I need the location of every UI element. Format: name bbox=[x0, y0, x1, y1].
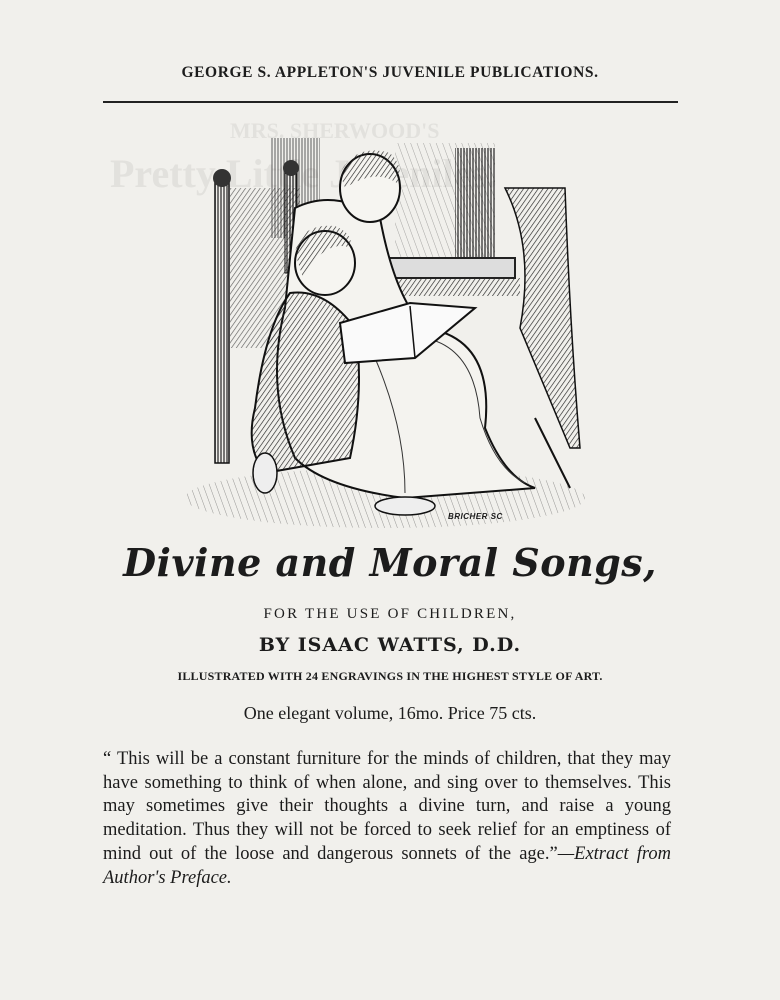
bleed-through-text: MRS. SHERWOOD'S bbox=[230, 118, 440, 143]
header-rule bbox=[103, 101, 678, 103]
price-line: One elegant volume, 16mo. Price 75 cts. bbox=[243, 703, 537, 723]
book-title: Divine and Moral Songs, bbox=[123, 540, 657, 585]
quote-attribution: —Extract from Author's Preface. bbox=[103, 843, 671, 888]
quote-text: “ This will be a constant furniture for the minds of children, that they may have something to think of when alone, and sing over to themselves. This may sometimes give their thoughts a divine turn, and raise a young meditation. Thus they will not be forced to seek relief for an emptiness of mind out of the loose and dangerous sonnets of the age.” bbox=[103, 749, 671, 864]
book-author: BY ISAAC WATTS, D.D. bbox=[258, 634, 522, 656]
publisher-header: GEORGE S. APPLETON'S JUVENILE PUBLICATIONS. bbox=[181, 64, 599, 81]
preface-quote bbox=[103, 748, 671, 890]
bleed-through-text: Pretty bbox=[110, 151, 216, 196]
book-subtitle: FOR THE USE OF CHILDREN, bbox=[263, 606, 517, 622]
engraving-mother-child-reading bbox=[175, 128, 595, 533]
illustration-note: ILLUSTRATED WITH 24 ENGRAVINGS IN THE HIGHEST STYLE OF ART. bbox=[177, 669, 603, 683]
engraver-signature: BRICHER SC bbox=[448, 512, 503, 521]
